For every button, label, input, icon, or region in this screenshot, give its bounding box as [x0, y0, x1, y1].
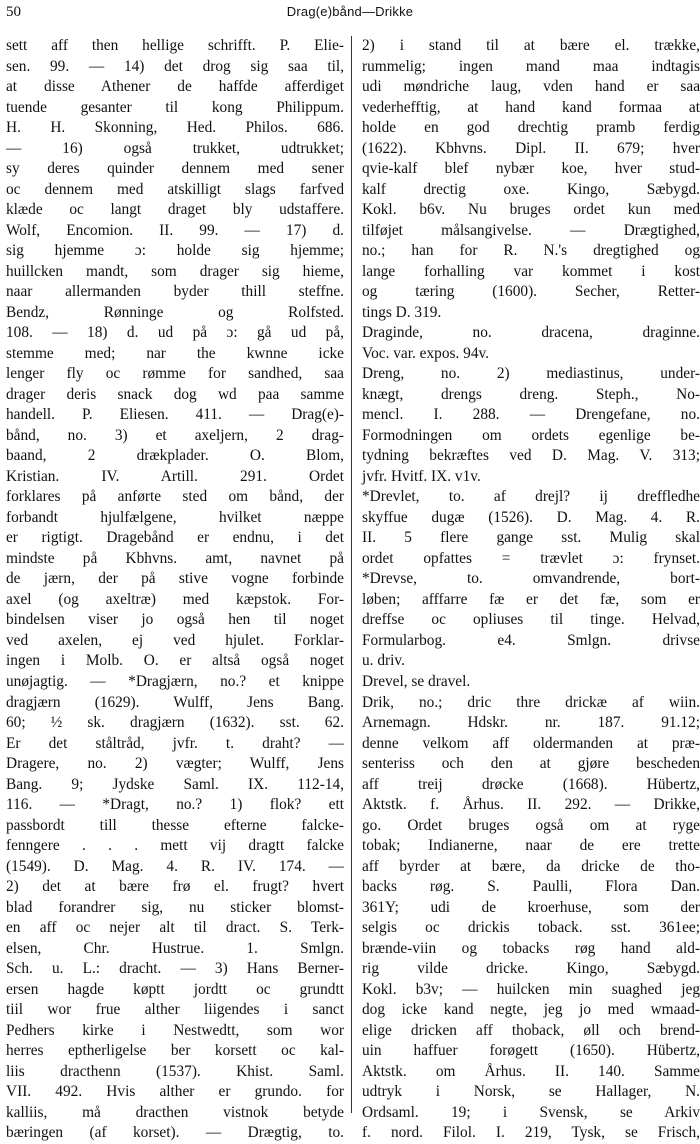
- text-line: Drevel, se dravel.: [362, 672, 471, 690]
- text-line: bæringen (af korset). — Drægtig, to.: [6, 1124, 344, 1142]
- text-line: Voc. var. expos. 94v.: [362, 344, 489, 362]
- text-line: unøjagtig. — *Dragjærn, no.? et knippe: [6, 672, 344, 690]
- text-line: naar allermanden byder thill steffne.: [6, 283, 344, 301]
- text-line: baand, 2 drækplader. O. Blom,: [6, 447, 344, 465]
- text-line: de jærn, der på stive vogne forbinde: [6, 570, 344, 588]
- text-line: Draginde, no. dracena, draginne.: [362, 324, 700, 342]
- text-line: tuende gesanter til kong Philippum.: [6, 98, 344, 116]
- text-line: Drik, no.; dric thre drickæ af wiin.: [362, 693, 700, 711]
- text-line: denne velkom aff oldermanden at præ-: [362, 734, 700, 752]
- text-line: Aktstk. om Århus. II. 140. Samme: [362, 1062, 700, 1080]
- text-line: stemme med; nar the kwnne icke: [6, 344, 344, 362]
- text-line: go. Ordet bruges også om at ryge: [362, 816, 700, 834]
- text-line: løben; afffarre fæ er det fæ, som er: [362, 590, 700, 608]
- text-line: Dragere, no. 2) vægter; Wulff, Jens: [6, 755, 344, 773]
- text-line: klæde oc langt draget bly udstaffere.: [6, 201, 344, 219]
- text-line: Aktstk. f. Århus. II. 292. — Drikke,: [362, 796, 700, 814]
- text-line: 60; ½ sk. dragjærn (1632). sst. 62.: [6, 714, 344, 732]
- text-line: (1622). Kbhvns. Dipl. II. 679; hver: [362, 139, 700, 157]
- text-line: tydning bekræftes ved D. Mag. V. 313;: [362, 447, 700, 465]
- right-column: [362, 36, 700, 1142]
- text-line: passbordt till thesse efterne falcke-: [6, 816, 344, 834]
- text-line: er rigtigt. Dragebånd er endnu, i det: [6, 529, 344, 547]
- text-line: elsen, Chr. Hustrue. 1. Smlgn.: [6, 939, 344, 957]
- text-line: 2) det at bære frø el. frugt? hvert: [6, 878, 344, 896]
- text-line: Kokl. b6v. Nu bruges ordet kun med: [362, 201, 700, 219]
- text-line: VII. 492. Hvis alther er grundo. for: [6, 1083, 344, 1101]
- text-line: Bendz, Rønninge og Rolfsted.: [6, 303, 344, 321]
- text-line: u. driv.: [362, 652, 405, 670]
- text-line: tilføjet målsangivelse. — Drægtighed,: [362, 221, 700, 239]
- text-line: Kristian. IV. Artill. 291. Ordet: [6, 467, 344, 485]
- text-line: backs røg. S. Paulli, Flora Dan.: [362, 878, 700, 896]
- text-line: tobak; Indianerne, naar de ere trette: [362, 837, 700, 855]
- text-line: herres eptherligelse ber korsett oc kal-: [6, 1042, 344, 1060]
- text-line: ingen i Molb. O. er altså også noget: [6, 652, 344, 670]
- text-line: skyffue dugæ (1526). D. Mag. 4. R.: [362, 508, 700, 526]
- text-line: huillcken mandt, som drager sig hieme,: [6, 262, 344, 280]
- text-line: aff treij drøcke (1668). Hübertz,: [362, 775, 700, 793]
- text-line: ved axelen, ej ved hjulet. Forklar-: [6, 631, 344, 649]
- text-line: Wolf, Encomion. II. 99. — 17) d.: [6, 221, 344, 239]
- text-line: Arnemagn. Hdskr. nr. 187. 91.12;: [362, 714, 700, 732]
- text-line: lange forhalling var kommet i kost: [362, 262, 700, 280]
- text-line: Kokl. b3v; — huilcken min suaghed jeg: [362, 980, 700, 998]
- text-line: dragjærn (1629). Wulff, Jens Bang.: [6, 693, 344, 711]
- text-line: aff byrder at bære, da dricke de tho-: [362, 857, 700, 875]
- text-line: mencl. I. 288. — Drengefane, no.: [362, 406, 700, 424]
- text-line: Formodningen om ordets egenlige be-: [362, 426, 700, 444]
- text-line: holde en god drechtig pramb ferdig: [362, 119, 700, 137]
- text-line: liis dracthenn (1537). Khist. Saml.: [6, 1062, 344, 1080]
- text-line: Dreng, no. 2) mediastinus, under-: [362, 365, 700, 383]
- text-line: selgis oc drickis toback. sst. 361ee;: [362, 919, 700, 937]
- text-line: ordet opfattes = trævlet ɔ: frynset.: [362, 549, 700, 567]
- text-line: drager deris snack dog wd paa samme: [6, 385, 344, 403]
- page-header: [6, 4, 694, 26]
- text-line: oc dennem med atskilligt slags farfved: [6, 180, 344, 198]
- text-line: og tæring (1600). Secher, Retter-: [362, 283, 700, 301]
- text-line: at disse Athener de haffde afferdiget: [6, 78, 344, 96]
- text-line: tings D. 319.: [362, 303, 442, 321]
- text-line: sen. 99. — 14) det drog sig saa til,: [6, 57, 344, 75]
- text-line: blad forandrer sig, nu sticker blomst-: [6, 898, 344, 916]
- text-line: forbandt hjulfælgene, hvilket næppe: [6, 508, 344, 526]
- text-line: no.; han for R. N.'s dregtighed og: [362, 242, 700, 260]
- text-line: mindste på Kbhvns. amt, navnet på: [6, 549, 344, 567]
- text-line: dreffse oc opliuses til tinge. Helvad,: [362, 611, 700, 629]
- text-line: brænde-viin og tobacks røg hand ald-: [362, 939, 700, 957]
- text-line: dog icke kand negte, jeg jo med wmaad-: [362, 1001, 700, 1019]
- text-line: tiil wor frue alther liigendes i sanct: [6, 1001, 344, 1019]
- text-line: senteriss och den at gjøre bescheden: [362, 755, 700, 773]
- text-line: fenngere . . . mett vij dragtt falcke: [6, 837, 344, 855]
- text-line: udtryk i Norsk, se Hallager, N.: [362, 1083, 700, 1101]
- text-line: sig hjemme ɔ: holde sig hjemme;: [6, 242, 344, 260]
- text-line: kalliis, må dracthen vistnok betyde: [6, 1103, 344, 1121]
- text-line: knægt, drengs dreng. Steph., No-: [362, 385, 700, 403]
- text-line: udi møndriche laug, vden hand er saa: [362, 78, 700, 96]
- text-line: en aff oc nejer alt til dract. S. Terk-: [6, 919, 344, 937]
- text-line: jvfr. Hvitf. IX. v1v.: [362, 467, 481, 485]
- text-line: qvie-kalf blef nybær koe, hver stud-: [362, 160, 700, 178]
- left-column: [6, 36, 344, 1142]
- text-line: handell. P. Eliesen. 411. — Drag(e)-: [6, 406, 344, 424]
- text-line: bånd, no. 3) et axeljern, 2 drag-: [6, 426, 344, 444]
- text-line: rummelig; ingen mand maa indtagis: [362, 57, 700, 75]
- text-line: uin haffuer forøgett (1650). Hübertz,: [362, 1042, 700, 1060]
- column-divider: [351, 36, 352, 1113]
- text-line: Pedhers kirke i Nestwedtt, som wor: [6, 1021, 344, 1039]
- text-line: Formularbog. e4. Smlgn. drivse: [362, 631, 700, 649]
- text-line: 2) i stand til at bære el. trække,: [362, 37, 700, 54]
- text-line: 108. — 18) d. ud på ɔ: gå ud på,: [6, 324, 344, 342]
- text-line: axel (og axeltræ) med kæpstok. For-: [6, 590, 344, 608]
- text-line: rig vilde dricke. Kingo, Sæbygd.: [362, 960, 700, 978]
- text-line: Bang. 9; Jydske Saml. IX. 112-14,: [6, 775, 344, 793]
- text-line: (1549). D. Mag. 4. R. IV. 174. —: [6, 857, 344, 875]
- text-line: sett aff then hellige schrifft. P. Elie-: [6, 37, 344, 54]
- text-line: kalf drectig oxe. Kingo, Sæbygd.: [362, 180, 700, 198]
- text-line: Er det ståltråd, jvfr. t. draht? —: [6, 734, 344, 752]
- running-title: Drag(e)bånd—Drikke: [286, 4, 414, 19]
- text-line: Ordsaml. 19; i Svensk, se Arkiv: [362, 1103, 700, 1121]
- text-line: f. nord. Filol. I. 219, Tysk, se Frisch,: [362, 1124, 700, 1142]
- text-line: forklares på anførte sted om bånd, der: [6, 488, 344, 506]
- text-line: 116. — *Dragt, no.? 1) flok? ett: [6, 796, 344, 814]
- text-line: ersen hagde køptt jordtt oc grundtt: [6, 980, 344, 998]
- text-line: sy deres quinder dennem med sener: [6, 160, 344, 178]
- text-line: Sch. u. L.: dracht. — 3) Hans Berner-: [6, 960, 344, 978]
- page-number: 50: [6, 4, 21, 20]
- text-line: *Drevse, to. omvandrende, bort-: [362, 570, 700, 588]
- text-line: 361Y; udi de kroerhuse, som der: [362, 898, 700, 916]
- text-line: II. 5 flere gange sst. Mulig skal: [362, 529, 700, 547]
- text-line: H. H. Skonning, Hed. Philos. 686.: [6, 119, 344, 137]
- text-line: elige dricken aff thoback, øll och brend-: [362, 1021, 700, 1039]
- text-line: bindelsen viser jo også hen til noget: [6, 611, 344, 629]
- text-line: *Drevlet, to. af drejl? ij dreffledhe: [362, 488, 700, 506]
- text-line: lenger fly oc rømme for sandhed, saa: [6, 365, 344, 383]
- text-line: — 16) også trukket, udtrukket;: [6, 139, 344, 157]
- text-line: vederhefftig, at hand kand formaa at: [362, 98, 700, 116]
